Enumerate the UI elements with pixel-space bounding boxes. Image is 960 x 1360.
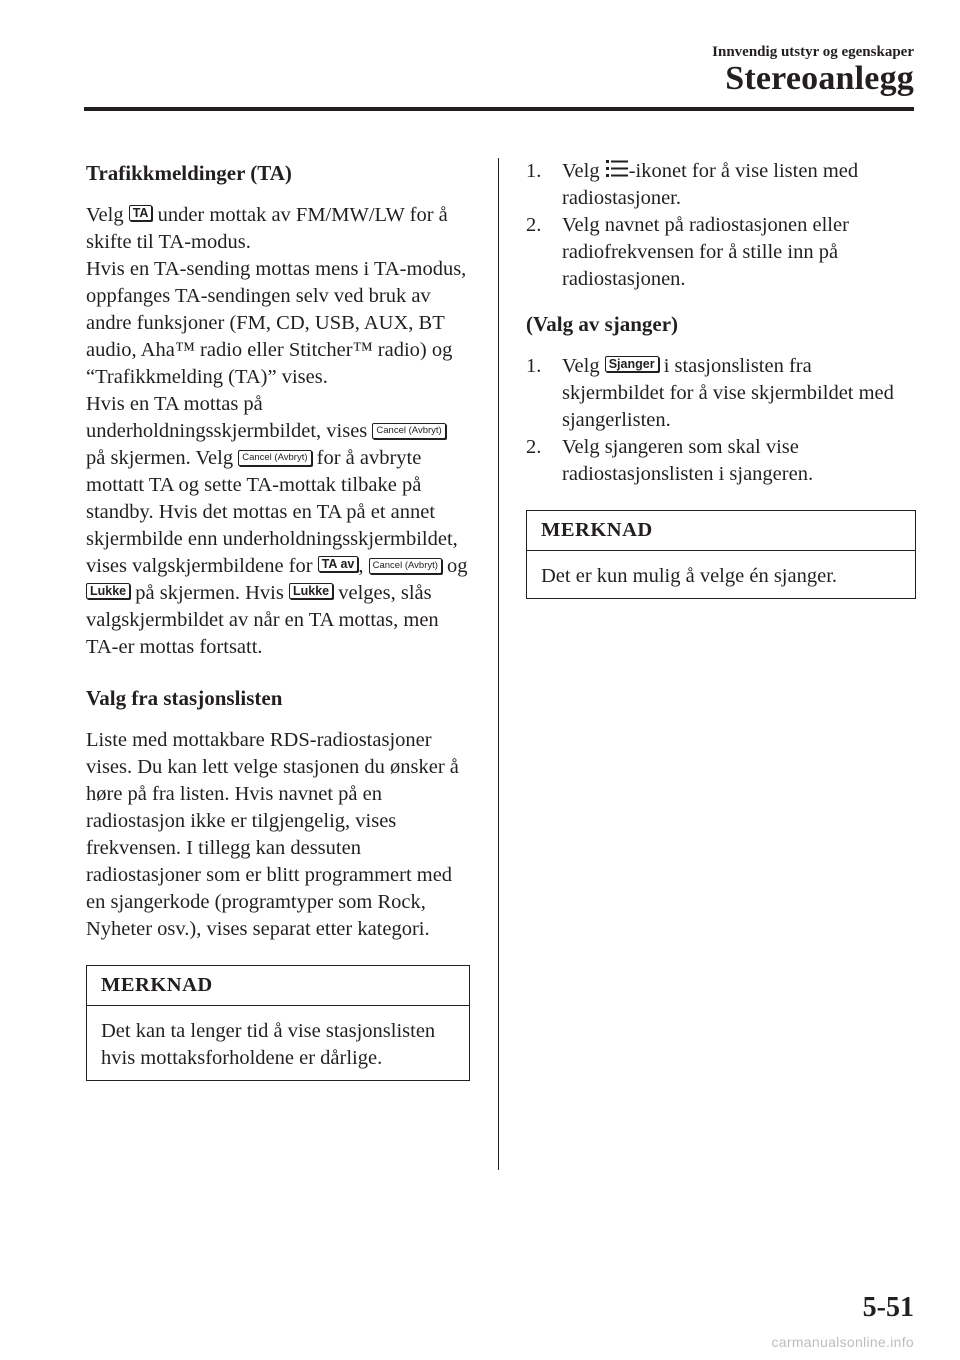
note-text: Det er kun mulig å velge én sjanger.: [541, 565, 838, 587]
list-item: 2. Velg navnet på radiostasjonen eller radiofrekvensen for å stille inn på radiostasjonen.: [526, 214, 849, 290]
close-button: Lukke: [289, 583, 333, 599]
genre-heading: (Valg av sjanger): [526, 312, 679, 336]
station-steps: [526, 158, 916, 293]
cancel-button: Cancel (Avbryt): [372, 423, 445, 439]
note-box: [86, 965, 470, 1081]
cancel-button: Cancel (Avbryt): [238, 450, 311, 466]
station-list-paragraph: Liste med mottakbare RDS-radiostasjoner vises. Du kan lett velge stasjonen du ønsker å høre på fra listen. Hvis navnet på en radiostasjon ikke er tilgjengelig, vises frekvensen. I tillegg kan dessuten radiostasjoner som er blitt programmert med en sjangerkode (programtyper som Rock, Nyheter osv.), vises separat etter kategori.: [86, 729, 459, 940]
page-title: Stereoanlegg: [725, 60, 914, 97]
note-heading: MERKNAD: [87, 966, 469, 1006]
list-icon: [605, 158, 629, 180]
list-item: 1. Velg Sjanger i stasjonslisten fra skjermbildet for å vise skjermbildet med sjangerlisten.: [526, 355, 894, 431]
column-divider: [498, 158, 499, 1170]
note-text: Det kan ta lenger tid å vise stasjonslisten hvis mottaksforholdene er dårlige.: [101, 1020, 436, 1069]
genre-steps: [526, 353, 916, 488]
list-item: 2. Velg sjangeren som skal vise radiostasjonslisten i sjangeren.: [526, 436, 814, 485]
close-button: Lukke: [86, 583, 130, 599]
left-column: [86, 158, 470, 1081]
cancel-button: Cancel (Avbryt): [369, 558, 442, 574]
ta-heading: Trafikkmeldinger (TA): [86, 161, 292, 185]
ta-paragraph-3: Hvis en TA mottas på underholdningsskjermbildet, vises Cancel (Avbryt) på skjermen. Velg Cancel (Avbryt) for å avbryte mottatt TA og sette TA-mottak tilbake på standby. Hvis det mottas en TA på et annet skjermbilde enn underholdningsskjermbildet, vises valgskjermbildene for TA av , Cancel (Avbryt) og Lukke på skjermen. Hvis Lukke velges, slås valgskjermbildet av når en TA mottas, men TA-er mottas fortsatt.: [86, 393, 468, 658]
watermark: carmanualsonline.info: [771, 1334, 914, 1350]
header-rule: [84, 107, 914, 111]
station-list-heading: Valg fra stasjonslisten: [86, 686, 283, 710]
note-heading: MERKNAD: [527, 511, 915, 551]
list-item: 1. Velg -ikonet for å vise listen med radiostasjoner.: [526, 160, 859, 209]
header-section-label: Innvendig utstyr og egenskaper: [712, 44, 914, 60]
ta-paragraph-2: Hvis en TA-sending mottas mens i TA-modus, oppfanges TA-sendingen selv ved bruk av andre funksjoner (FM, CD, USB, AUX, BT audio, Aha™ radio eller Stitcher™ radio) og “Trafikkmelding (TA)” vises.: [86, 258, 467, 388]
ta-button: TA: [129, 205, 153, 221]
page-number: 5-51: [862, 1292, 914, 1323]
note-box: [526, 510, 916, 599]
ta-paragraph-1: Velg TA under mottak av FM/MW/LW for å skifte til TA-modus.: [86, 204, 448, 253]
genre-button: Sjanger: [605, 356, 659, 372]
ta-off-button: TA av: [318, 556, 359, 572]
right-column: [526, 158, 916, 599]
